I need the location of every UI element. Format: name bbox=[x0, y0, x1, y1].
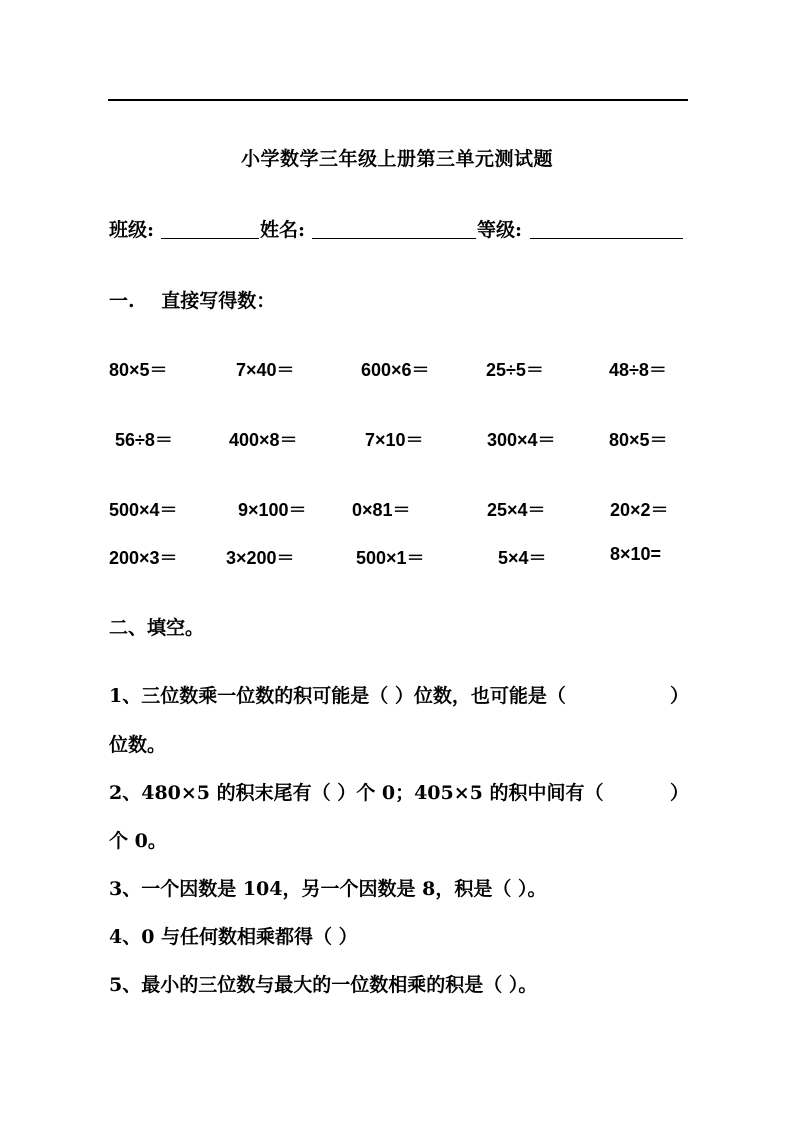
calc-item: 3×200＝ bbox=[226, 548, 295, 568]
section1-heading bbox=[109, 286, 275, 313]
question-5: 5、最小的三位数与最大的一位数相乘的积是（ ）。 bbox=[109, 974, 538, 996]
calc-item: 48÷8＝ bbox=[609, 360, 667, 380]
grade-blank[interactable] bbox=[530, 238, 683, 239]
section1-number: 一. bbox=[109, 290, 135, 312]
top-rule bbox=[108, 99, 688, 101]
calc-item: 20×2＝ bbox=[610, 500, 669, 520]
calc-item: 25÷5＝ bbox=[486, 360, 544, 380]
question-2-line-2: 个 0。 bbox=[109, 830, 167, 852]
calc-item: 8×10= bbox=[610, 544, 662, 564]
grade-label: 等级: bbox=[477, 219, 523, 241]
calc-item: 400×8＝ bbox=[229, 430, 298, 450]
question-1-line-1 bbox=[109, 681, 689, 708]
page-title: 小学数学三年级上册第三单元测试题 bbox=[240, 148, 553, 170]
calc-item: 0×81＝ bbox=[352, 500, 411, 520]
question-4: 4、0 与任何数相乘都得（ ） bbox=[109, 926, 358, 948]
calc-item: 7×40＝ bbox=[236, 360, 295, 380]
question-1-line-2: 位数。 bbox=[109, 734, 167, 756]
calc-item: 9×100＝ bbox=[238, 500, 307, 520]
question-2-line-1 bbox=[109, 778, 689, 805]
name-blank[interactable] bbox=[312, 238, 476, 239]
calc-item: 56÷8＝ bbox=[115, 430, 173, 450]
name-label: 姓名: bbox=[260, 219, 306, 241]
calc-item: 5×4＝ bbox=[498, 548, 547, 568]
question-1-close-paren: ） bbox=[669, 685, 689, 707]
calc-item: 7×10＝ bbox=[365, 430, 424, 450]
calc-item: 600×6＝ bbox=[361, 360, 430, 380]
question-1-text: 1、三位数乘一位数的积可能是（ ）位数，也可能是（ bbox=[109, 685, 566, 707]
calc-item: 500×1＝ bbox=[356, 548, 425, 568]
class-blank[interactable] bbox=[161, 238, 259, 239]
question-2-close-paren: ） bbox=[669, 782, 689, 804]
section2-heading: 二、填空。 bbox=[109, 617, 205, 639]
class-label: 班级: bbox=[109, 219, 155, 241]
calc-item: 25×4＝ bbox=[487, 500, 546, 520]
calc-item: 300×4＝ bbox=[487, 430, 556, 450]
question-2-text: 2、480×5 的积末尾有（ ）个 0；405×5 的积中间有（ bbox=[109, 782, 604, 804]
calc-item: 500×4＝ bbox=[109, 500, 178, 520]
calc-item: 80×5＝ bbox=[609, 430, 668, 450]
student-info-row bbox=[109, 215, 689, 243]
section1-title: 直接写得数： bbox=[161, 290, 276, 312]
calc-item: 80×5＝ bbox=[109, 360, 168, 380]
question-3: 3、一个因数是 104，另一个因数是 8，积是（ ）。 bbox=[109, 878, 547, 900]
calc-item: 200×3＝ bbox=[109, 548, 178, 568]
